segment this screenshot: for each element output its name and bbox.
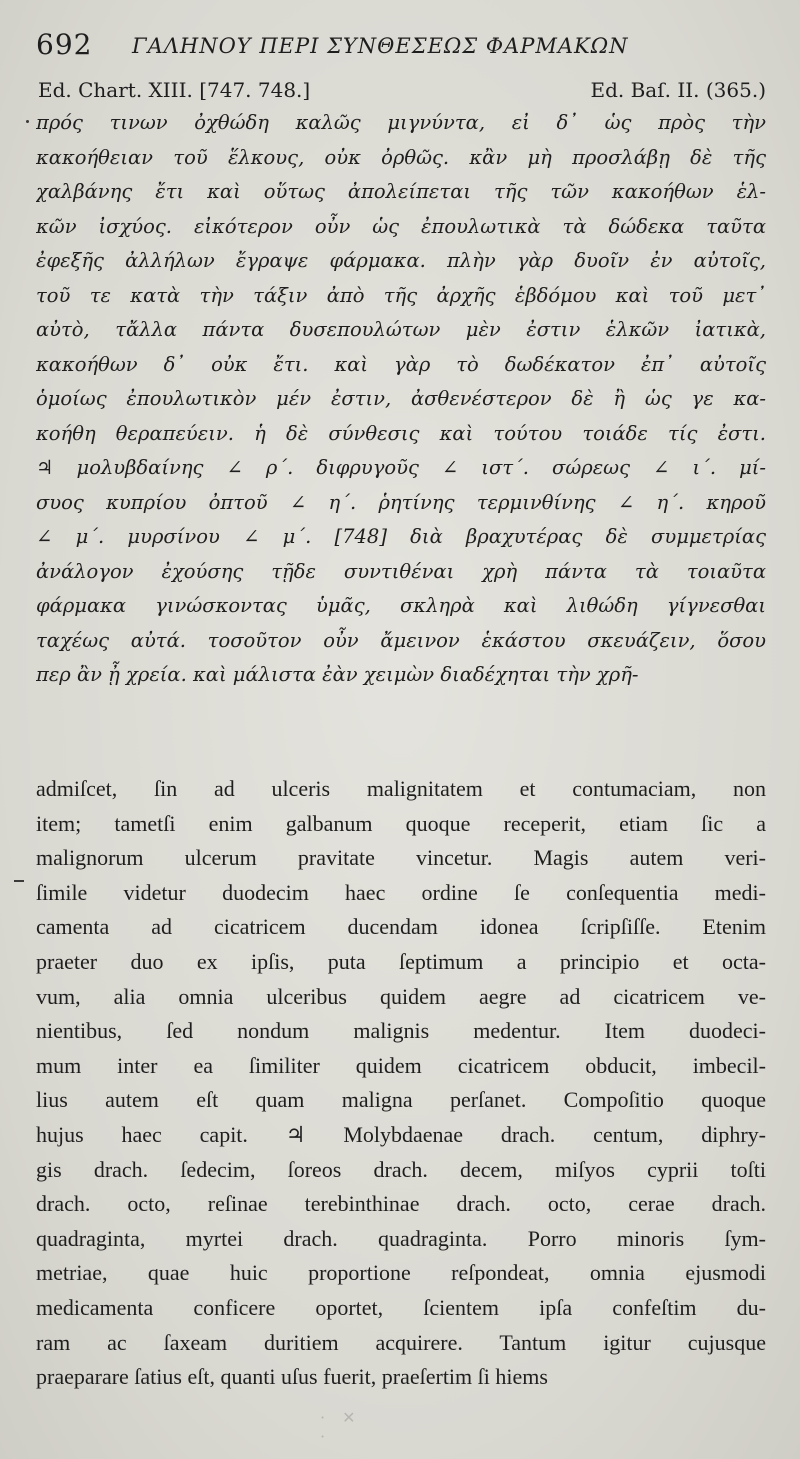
greek-text-line: περ ἂν ᾖ χρεία. καὶ μάλιστα ἐὰν χειμὼν διαδέχηται τὴν χρῆ- (36, 663, 639, 686)
greek-text-line: ὁμοίως ἐπουλωτικὸν μέν ἐστιν, ἀσθενέστερον δὲ ἢ ὡς γε κα- (36, 387, 766, 410)
greek-text-line: ἀνάλογον ἐχούσης τῇδε συντιθέναι χρὴ πάντα τὰ τοιαῦτα (36, 559, 766, 583)
greek-text-line: κακοήθειαν τοῦ ἕλκους, οὐκ ὀρθῶς. κἂν μὴ προσλάβῃ δὲ τῆς (36, 145, 766, 169)
greek-text-line: αὐτὸ, τἄλλα πάντα δυσεπουλώτων μὲν ἐστιν ἑλκῶν ἰατικὰ, (36, 318, 766, 341)
greek-text-line: φάρμακα γινώσκοντας ὑμᾶς, σκληρὰ καὶ λιθώδη γίγνεσθαι (36, 594, 766, 617)
greek-text-line: ∠ μ΄. μυρσίνου ∠ μ΄. [748] διὰ βραχυτέρας δὲ συμμετρίας (36, 525, 766, 548)
running-title: ΓΑΛΗΝΟΥ ΠΕΡΙ ΣΥΝΘΕΣΕΩΣ ΦΑΡΜΑΚΩΝ (132, 34, 629, 58)
latin-text-line: ram ac ſaxeam duritiem acquirere. Tantum igitur cujusque (36, 1329, 766, 1355)
latin-text-line: quadraginta, myrtei drach. quadraginta. Porro minoris ſym- (36, 1225, 766, 1251)
margin-mark (14, 880, 24, 882)
latin-text-line: metriae, quae huic proportione reſpondeat, omnia ejusmodi (36, 1260, 766, 1286)
stray-ink-mark (26, 120, 29, 123)
latin-text-line: item; tametſi enim galbanum quoque receperit, etiam ſic a (36, 810, 766, 836)
latin-text-line: malignorum ulcerum pravitate vincetur. Magis autem veri- (36, 845, 766, 871)
greek-text-line: πρός τινων ὀχθώδη καλῶς μιγνύντα, εἰ δ᾿ ὡς πρὸς τὴν (36, 111, 766, 134)
edition-reference-basel: Ed. Baſ. II. (365.) (590, 78, 766, 102)
latin-text-line: vum, alia omnia ulceribus quidem aegre ad cicatricem ve- (36, 983, 766, 1009)
edition-reference-chartier: Ed. Chart. XIII. [747. 748.] (38, 78, 311, 102)
latin-text-line: ſimile videtur duodecim haec ordine ſe conſequentia medi- (36, 879, 766, 905)
latin-text-line: lius autem eſt quam maligna perſanet. Compoſitio quoque (36, 1087, 766, 1113)
edition-references (38, 78, 766, 106)
running-head (36, 26, 766, 70)
latin-text-line: drach. octo, reſinae terebinthinae drach. octo, cerae drach. (36, 1191, 766, 1217)
greek-text-line: ταχέως αὐτά. τοσοῦτον οὖν ἄμεινον ἑκάστου σκευάζειν, ὅσου (36, 628, 766, 652)
latin-text-line: praeter duo ex ipſis, puta ſeptimum a principio et octa- (36, 948, 766, 974)
latin-text-line: camenta ad cicatricem ducendam idonea ſcripſiſſe. Etenim (36, 914, 766, 940)
greek-text-line: ἐφεξῆς ἀλλήλων ἔγραψε φάρμακα. πλὴν γὰρ δυοῖν ἐν αὐτοῖς, (36, 249, 766, 272)
greek-text-line: κακοήθων δ᾿ οὐκ ἔτι. καὶ γὰρ τὸ δωδέκατον ἐπ᾿ αὐτοῖς (36, 352, 766, 376)
show-through-marks: · ✕ · (320, 1408, 362, 1446)
greek-text-line: κοήθη θεραπεύειν. ἡ δὲ σύνθεσις καὶ τούτου τοιάδε τίς ἐστι. (36, 421, 766, 445)
latin-text-line: hujus haec capit. ♃ Molybdaenae drach. centum, diphry- (36, 1121, 766, 1147)
latin-text-line: praeparare ſatius eſt, quanti uſus fuerit, praeſertim ſi hiems (36, 1364, 548, 1390)
latin-text-line: gis drach. ſedecim, ſoreos drach. decem, miſyos cyprii toſti (36, 1156, 766, 1182)
latin-text-line: medicamenta conficere oportet, ſcientem ipſa confeſtim du- (36, 1294, 766, 1320)
page-number: 692 (36, 28, 93, 61)
latin-text-block (36, 772, 766, 1395)
greek-text-line: συος κυπρίου ὀπτοῦ ∠ η΄. ῥητίνης τερμινθίνης ∠ η΄. κηροῦ (36, 490, 766, 514)
greek-text-line: ♃ μολυβδαίνης ∠ ρ΄. διφρυγοῦς ∠ ιστ΄. σώρεως ∠ ι΄. μί- (36, 456, 766, 479)
greek-text-line: χαλβάνης ἔτι καὶ οὕτως ἀπολείπεται τῆς τῶν κακοήθων ἑλ- (36, 180, 766, 203)
greek-text-line: τοῦ τε κατὰ τὴν τάξιν ἀπὸ τῆς ἀρχῆς ἑβδόμου καὶ τοῦ μετ᾿ (36, 283, 766, 307)
latin-text-line: nientibus, ſed nondum malignis medentur. Item duodeci- (36, 1018, 766, 1044)
greek-text-line: κῶν ἰσχύος. εἰκότερον οὖν ὡς ἐπουλωτικὰ τὰ δώδεκα ταῦτα (36, 214, 766, 238)
latin-text-line: admiſcet, ſin ad ulceris malignitatem et contumaciam, non (36, 776, 766, 801)
greek-text-block (36, 106, 766, 693)
latin-text-line: mum inter ea ſimiliter quidem cicatricem obducit, imbecil- (36, 1052, 766, 1078)
